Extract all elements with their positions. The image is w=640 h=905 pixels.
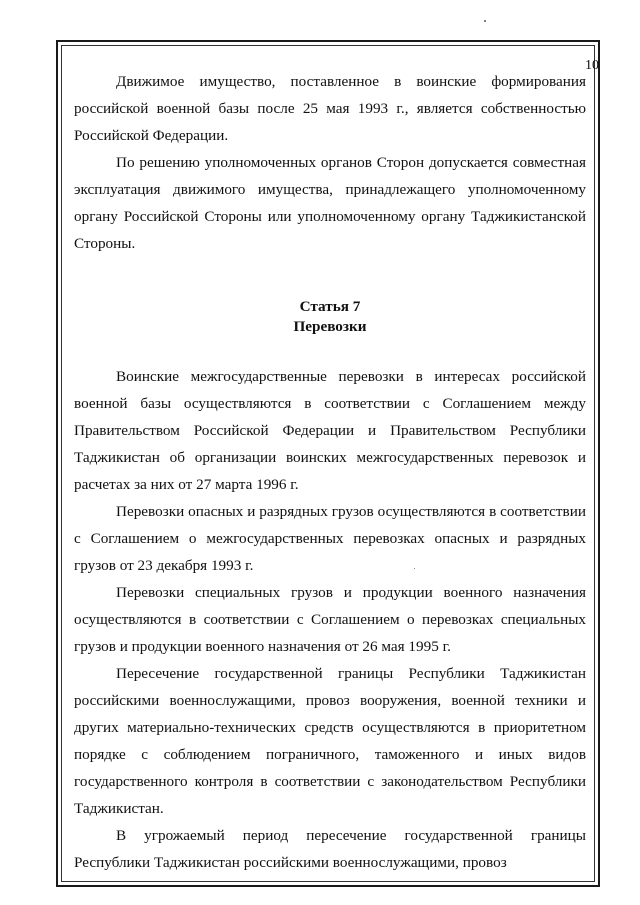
paragraph: Перевозки специальных грузов и продукции военного назначения осуществляются в соответствии с Соглашением о перевозках специальных грузов и продукции военного назначения от 26 мая 1995 г. — [74, 584, 586, 655]
scan-speck — [414, 568, 415, 569]
paragraph: Движимое имущество, поставленное в воинские формирования российской военной базы после 25 мая 1993 г., является собственностью Российской Федерации. — [74, 73, 586, 144]
paragraph: По решению уполномоченных органов Сторон допускается совместная эксплуатация движимого имущества, принадлежащего уполномоченному органу Российской Стороны или уполномоченному органу Таджикистанской Стороны. — [74, 154, 586, 252]
article-heading — [74, 297, 586, 337]
paragraph: Пересечение государственной границы Республики Таджикистан российскими военнослужащими, провоз вооружения, военной техники и других материально-технических средств осуществляются в приоритетном порядке с соблюдением пограничного, таможенного и иных видов государственного контроля в соответствии с законодательством Республики Таджикистан. — [74, 665, 586, 817]
paragraph: Воинские межгосударственные перевозки в интересах российской военной базы осуществляются в соответствии с Соглашением между Правительством Российской Федерации и Правительством Республики Таджикистан об организации воинских межгосударственных перевозок и расчетах за них от 27 марта 1996 г. — [74, 368, 586, 493]
paragraph: В угрожаемый период пересечение государственной границы Республики Таджикистан российскими военнослужащими, провоз — [74, 827, 586, 871]
document-body — [74, 68, 586, 876]
article-title: Перевозки — [293, 318, 367, 335]
paragraph: Перевозки опасных и разрядных грузов осуществляются в соответствии с Соглашением о межгосударственных перевозках опасных и разрядных грузов от 23 декабря 1993 г. — [74, 503, 586, 574]
scan-speck — [484, 20, 486, 22]
page-number: 10 — [585, 58, 599, 73]
article-number: Статья 7 — [299, 298, 361, 315]
